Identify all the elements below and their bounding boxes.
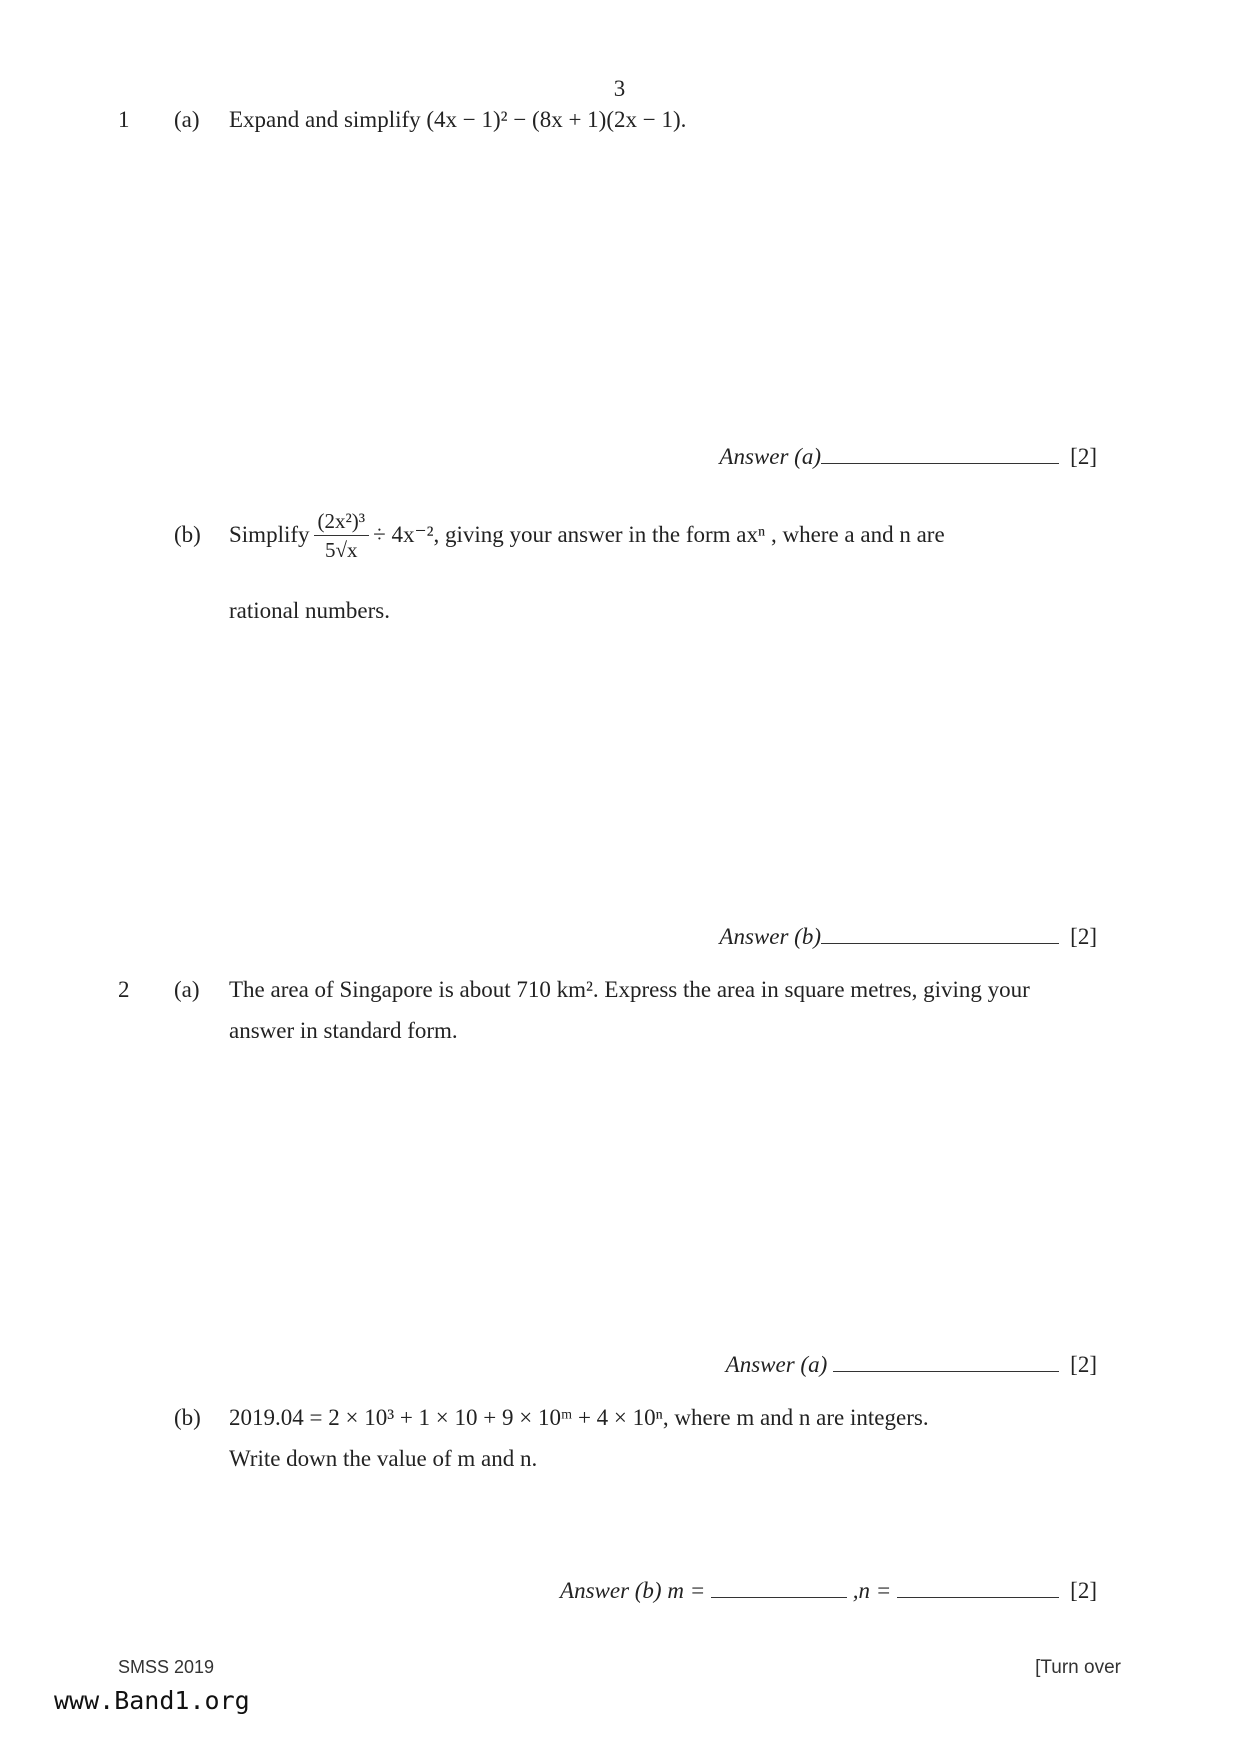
question-1a-prefix: Expand and simplify xyxy=(229,107,427,132)
watermark-url: www.Band1.org xyxy=(54,1686,250,1715)
question-number-2: 2 xyxy=(118,977,130,1002)
question-1b-text xyxy=(229,500,945,570)
part-label-2a: (a) xyxy=(174,977,200,1002)
answer-label-2a: Answer (a) xyxy=(725,1352,828,1377)
question-1b-suffix: , giving your answer in the form axⁿ , where a and n are xyxy=(433,522,945,547)
answer-blank-1b[interactable] xyxy=(821,925,1059,944)
question-1a-expression: (4x − 1)² − (8x + 1)(2x − 1). xyxy=(426,107,687,132)
marks-1a: [2] xyxy=(1070,444,1097,469)
answer-label-1b: Answer (b) xyxy=(719,924,821,949)
operator-term: ÷ 4x⁻² xyxy=(373,522,434,547)
part-label-2b: (b) xyxy=(174,1405,201,1430)
answer-blank-2a[interactable] xyxy=(833,1353,1059,1372)
answer-line-2b xyxy=(560,1578,1097,1604)
marks-1b: [2] xyxy=(1070,924,1097,949)
question-2b-line1: 2019.04 = 2 × 10³ + 1 × 10 + 9 × 10ᵐ + 4 × 10ⁿ, where m and n are integers. xyxy=(229,1405,929,1430)
fraction-numerator: (2x²)³ xyxy=(314,507,370,536)
answer-label-2b: Answer (b) m = xyxy=(560,1578,706,1603)
answer-line-1b xyxy=(719,924,1097,950)
answer-label-1a: Answer (a) xyxy=(719,444,821,469)
question-1a-text xyxy=(229,107,686,133)
question-2a-line1: The area of Singapore is about 710 km². Express the area in square metres, giving your xyxy=(229,977,1030,1002)
marks-2a: [2] xyxy=(1070,1352,1097,1377)
question-1b-line2: rational numbers. xyxy=(229,598,390,623)
question-2a-line2: answer in standard form. xyxy=(229,1018,458,1043)
question-1b-prefix: Simplify xyxy=(229,522,310,547)
answer-line-1a xyxy=(719,444,1097,470)
page-number: 3 xyxy=(613,76,626,101)
marks-2b: [2] xyxy=(1070,1578,1097,1603)
part-label-1b: (b) xyxy=(174,522,201,547)
answer-blank-n[interactable] xyxy=(897,1579,1059,1598)
answer-line-2a xyxy=(726,1352,1097,1378)
question-2b-line2: Write down the value of m and n. xyxy=(229,1446,538,1471)
part-label-1a: (a) xyxy=(174,107,200,132)
answer-blank-m[interactable] xyxy=(711,1579,847,1598)
fraction-denominator: 5√x xyxy=(325,537,358,562)
answer-blank-1a[interactable] xyxy=(821,445,1059,464)
answer-n-label: ,n = xyxy=(852,1578,892,1603)
fraction xyxy=(314,507,370,564)
footer-turn-over: [Turn over xyxy=(1035,1657,1121,1678)
footer-school-year: SMSS 2019 xyxy=(118,1657,215,1677)
question-number-1: 1 xyxy=(118,107,130,132)
